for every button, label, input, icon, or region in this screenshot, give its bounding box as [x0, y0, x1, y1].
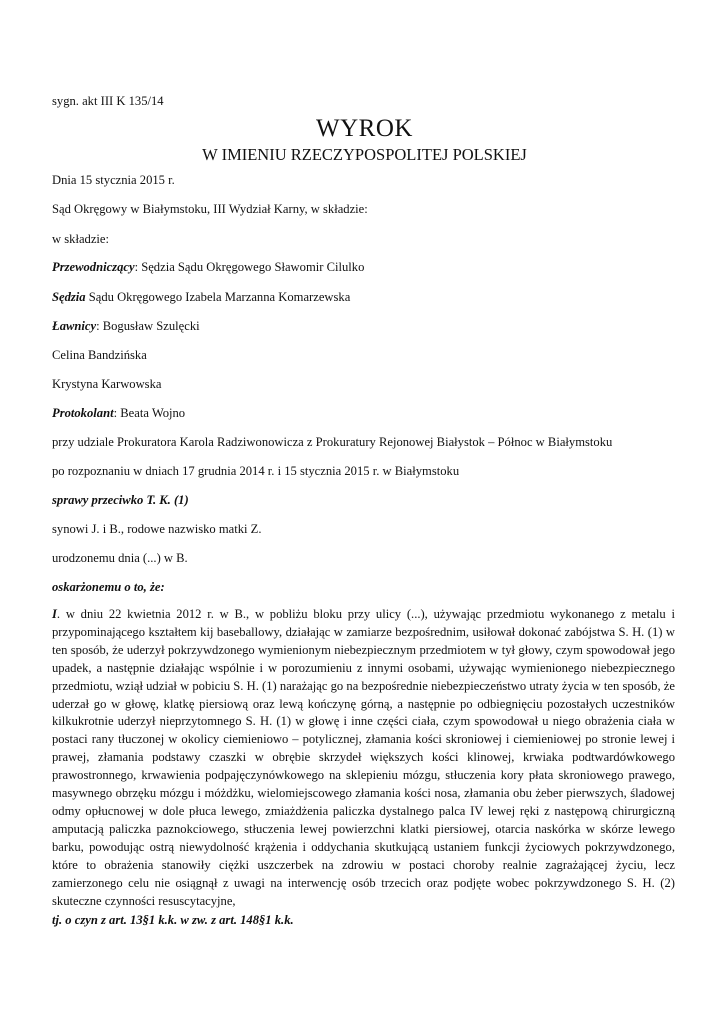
case-heading: sprawy przeciwko T. K. (1): [52, 493, 189, 507]
judge-text: Sądu Okręgowego Izabela Marzanna Komarzewska: [85, 290, 351, 304]
presiding-text: : Sędzia Sądu Okręgowego Sławomir Cilulko: [134, 260, 365, 274]
charge-paragraph: [52, 606, 675, 910]
recorder-text: : Beata Wojno: [113, 406, 186, 420]
lay-judges-line: [52, 317, 200, 335]
charge-number: I: [52, 607, 57, 621]
document-title: WYROK: [316, 115, 413, 142]
judge-label: Sędzia: [52, 290, 86, 304]
judge-line: [52, 288, 350, 306]
charge-text: . w dniu 22 kwietnia 2012 r. w B., w pobliżu bloku przy ulicy (...), używając przedmiotu wykonanego z metalu i przypominającego kształtem kij baseballowy, działając w zamiarze bezpośrednim, usiłował dokonać zabójstwa S. H. (1) w ten sposób, że uderzył pokrzywdzonego wymienionym niebezpiecznym przedmiotem w tył głowy, czym spowodował jego upadek, a następnie działając wspólnie i w porozumieniu z innymi osobami, używając wymienionego niebezpiecznego przedmiotu, wziął udział w pobiciu S. H. (1) narażając go na bezpośrednie niebezpieczeństwo utraty życia w ten sposób, że uderzał go w głowę, klatkę piersiową oraz lewą kończynę górną, a następnie po odbiegnięciu pozostałych uczestników kilkukrotnie uderzył nieprzytomnego S. H. (1) w głowę i inne części ciała, czym spowodował u niego obrażenia ciała w postaci rany tłuczonej w okolicy ciemieniowo – potylicznej, złamania kości skroniowej i ciemieniowej po stronie lewej i prawej, złamania podstawy czaszki w obrębie skrzydeł większych kości klinowej, krwiaka podtwardówkowego prawostronnego, krwawienia podpajęczynówkowego na sklepieniu mózgu, stłuczenia kory płata skroniowego prawego, masywnego obrzęku mózgu i móżdżku, wielomiejscowego złamania kości nosa, złamania obu żeber pierwszych, śladowej odmy opłucnowej w dole płuca lewego, zmiażdżenia paliczka dystalnego palca IV lewej ręki z następową chirurgiczną amputacją paliczka paznokciowego, stłuczenia lewej powierzchni klatki piersiowej, otarcia naskórka w skórze lewego barku, powodując ostrą niewydolność krążenia i oddychania skutkującą ustaniem funkcji życiowych pokrzywdzonego, które to obrażenia stanowiły ciężki uszczerbek na zdrowiu w postaci choroby realnie zagrażającej życiu, lecz zamierzonego celu nie osiągnął z uwagi na interwencję osób trzecich oraz podjęte wobec pokrzywdzonego S. H. (2) skuteczne czynności resuscytacyjne,: [52, 607, 675, 908]
lay-judge-3: Krystyna Karwowska: [52, 377, 162, 391]
defendant-birth: urodzonemu dnia (...) w B.: [52, 551, 188, 565]
presiding-label: Przewodniczący: [52, 260, 135, 274]
prosecutor-line: przy udziale Prokuratora Karola Radziwonowicza z Prokuratury Rejonowej Białystok – Północ w Białymstoku: [52, 435, 613, 449]
legal-basis: tj. o czyn z art. 13§1 k.k. w zw. z art. 148§1 k.k.: [52, 913, 294, 927]
lay-judges-text: : Bogusław Szulęcki: [96, 319, 200, 333]
defendant-parents: synowi J. i B., rodowe nazwisko matki Z.: [52, 522, 262, 536]
presiding-judge-line: [52, 258, 364, 276]
composition-label: w składzie:: [52, 232, 110, 246]
lay-judges-label: Ławnicy: [52, 319, 97, 333]
court-line: Sąd Okręgowy w Białymstoku, III Wydział Karny, w składzie:: [52, 202, 368, 216]
document-subtitle: W IMIENIU RZECZYPOSPOLITEJ POLSKIEJ: [202, 145, 527, 164]
recorder-line: [52, 404, 185, 422]
recorder-label: Protokolant: [52, 406, 114, 420]
accused-heading: oskarżonemu o to, że:: [52, 580, 165, 594]
lay-judge-2: Celina Bandzińska: [52, 348, 147, 362]
date-line: Dnia 15 stycznia 2015 r.: [52, 173, 175, 187]
hearing-line: po rozpoznaniu w dniach 17 grudnia 2014 r. i 15 stycznia 2015 r. w Białymstoku: [52, 464, 460, 478]
case-signature: sygn. akt III K 135/14: [52, 94, 164, 108]
